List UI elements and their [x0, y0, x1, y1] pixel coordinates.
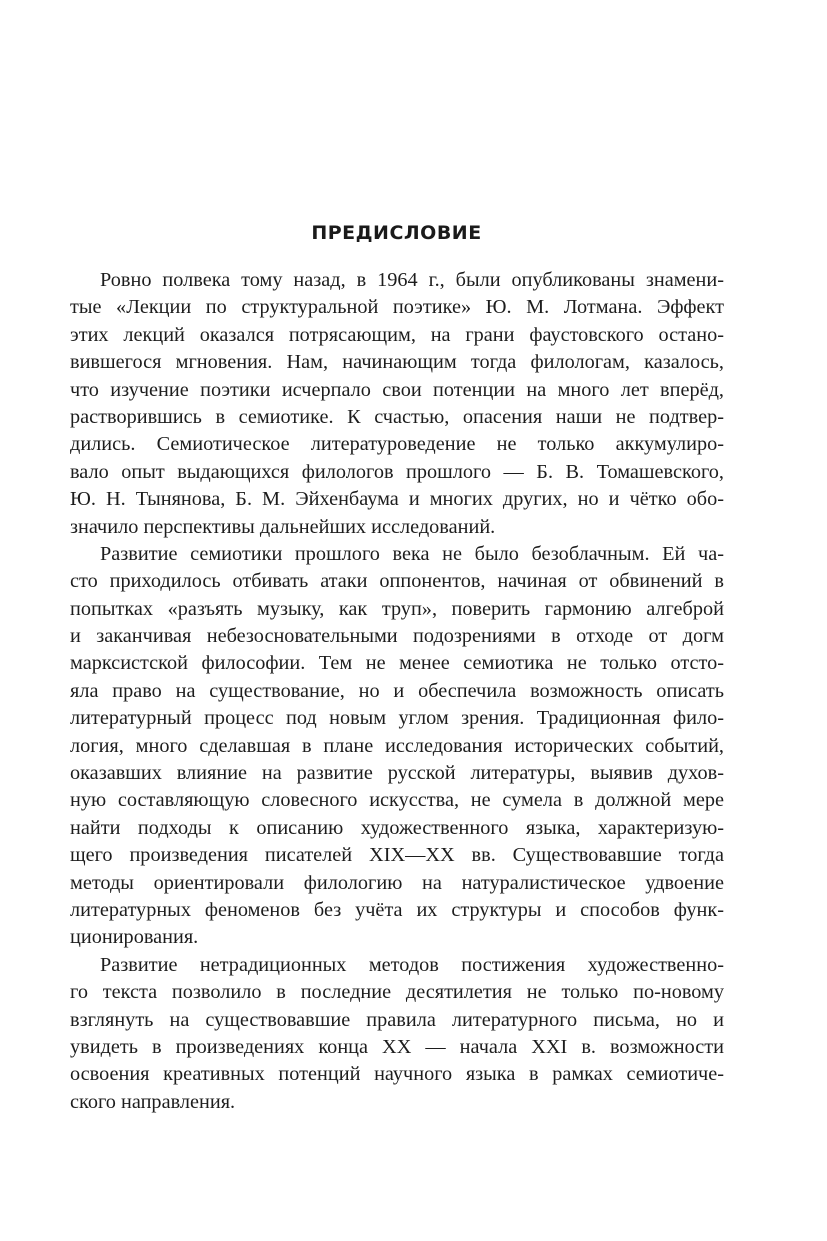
body-text [70, 267, 724, 1116]
text-line: вало опыт выдающихся филологов прошлого — Б. В. Томашевского, [70, 460, 724, 483]
text-line: оказавших влияние на развитие русской литературы, выявив духов- [70, 762, 724, 785]
text-line: вившегося мгновения. Нам, начинающим тогда филологам, казалось, [70, 351, 724, 374]
page-title: ПРЕДИСЛОВИЕ [311, 222, 482, 244]
text-line: дились. Семиотическое литературоведение не только аккумулиро- [70, 433, 724, 456]
text-line: увидеть в произведениях конца XX — начала XXI в. возможности [70, 1035, 724, 1058]
text-line: ную составляющую словесного искусства, не сумела в должной мере [70, 789, 724, 812]
text-line: го текста позволило в последние десятилетия не только по-новому [70, 981, 724, 1004]
paragraph-3 [70, 952, 724, 1116]
text-line: Развитие нетрадиционных методов постижения художественно- [100, 953, 724, 976]
text-line: логия, много сделавшая в плане исследования исторических событий, [70, 734, 724, 757]
text-line: литературный процесс под новым углом зрения. Традиционная фило- [70, 707, 724, 730]
text-line: найти подходы к описанию художественного языка, характеризую- [70, 816, 724, 839]
text-line: Ровно полвека тому назад, в 1964 г., были опубликованы знамени- [100, 269, 724, 291]
text-line: Ю. Н. Тынянова, Б. М. Эйхенбаума и многих других, но и чётко обо- [70, 488, 724, 511]
text-line: что изучение поэтики исчерпало свои потенции на много лет вперёд, [70, 378, 724, 401]
text-line: тые «Лекции по структуральной поэтике» Ю. М. Лотмана. Эффект [70, 296, 724, 319]
paragraph-2 [70, 541, 724, 952]
text-line: растворившись в семиотике. К счастью, опасения наши не подтвер- [70, 405, 724, 428]
text-line: сто приходилось отбивать атаки оппонентов, начиная от обвинений в [70, 570, 724, 593]
text-line: литературных феноменов без учёта их структуры и способов функ- [70, 898, 724, 921]
text-line: ского направления. [70, 1090, 236, 1113]
text-line: этих лекций оказался потрясающим, на грани фаустовского остано- [70, 323, 724, 346]
text-line: попытках «разъять музыку, как труп», поверить гармонию алгеброй [70, 597, 724, 620]
text-line: марксистской философии. Тем не менее семиотика не только отсто- [70, 652, 724, 675]
text-line: освоения креативных потенций научного языка в рамках семиотиче- [70, 1063, 724, 1086]
text-line: Развитие семиотики прошлого века не было безоблачным. Ей ча- [100, 542, 724, 565]
text-line: и заканчивая небезосновательными подозрениями в отходе от догм [70, 625, 724, 648]
text-line: яла право на существование, но и обеспечила возможность описать [70, 679, 724, 702]
text-line: значило перспективы дальнейших исследований. [70, 515, 496, 538]
text-line: методы ориентировали филологию на натуралистическое удвоение [70, 871, 724, 894]
paragraph-1 [70, 267, 724, 541]
text-line: щего произведения писателей XIX—XX вв. Существовавшие тогда [70, 844, 724, 867]
text-line: ционирования. [70, 926, 199, 949]
text-line: взглянуть на существовавшие правила литературного письма, но и [70, 1008, 724, 1031]
